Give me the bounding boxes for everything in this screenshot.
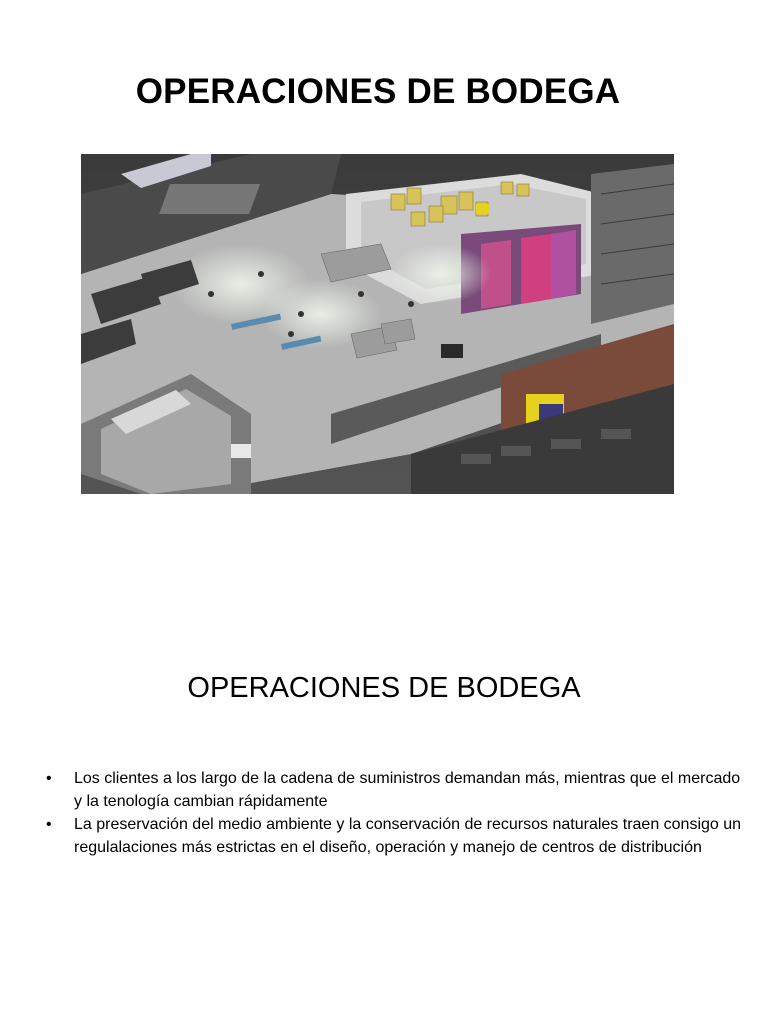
bullet-list <box>44 767 744 859</box>
slide-title: OPERACIONES DE BODEGA <box>135 72 621 111</box>
bullet-text: La preservación del medio ambiente y la conservación de recursos naturales traen consigo un regulalaciones más estrictas en el diseño, operación y manejo de centros de distribución <box>74 816 742 856</box>
bullet-item <box>44 767 744 813</box>
bullet-icon: • <box>46 816 52 833</box>
bullet-icon: • <box>46 770 52 787</box>
bullet-item <box>44 813 744 859</box>
bullet-text: Los clientes a los largo de la cadena de suministros demandan más, mientras que el mercado y la tenología cambian rápidamente <box>74 770 741 810</box>
warehouse-illustration <box>81 154 674 494</box>
section-title: OPERACIONES DE BODEGA <box>187 672 581 704</box>
